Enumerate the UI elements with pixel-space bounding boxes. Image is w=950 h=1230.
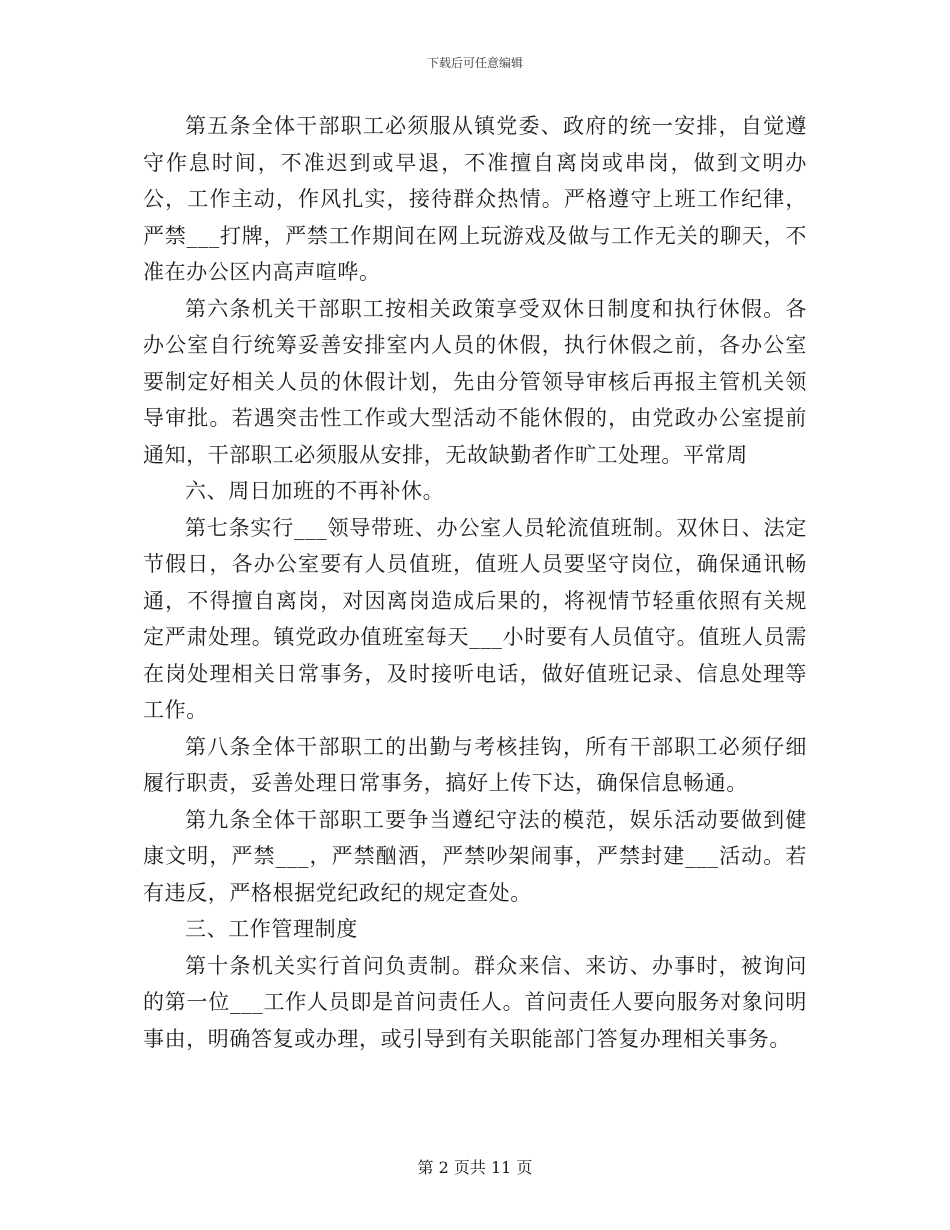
paragraph-article-9: 第九条全体干部职工要争当遵纪守法的模范，娱乐活动要做到健康文明，严禁___，严禁酗酒，严禁吵架闹事，严禁封建___活动。若有违反，严格根据党纪政纪的规定查处。 xyxy=(143,807,807,905)
section-heading-work-management: 三、工作管理制度 xyxy=(185,917,358,941)
header-note: 下载后可任意编辑 xyxy=(426,56,523,70)
paragraph-weekend-note: 六、周日加班的不再补休。 xyxy=(185,479,445,503)
page-number: 第 2 页共 11 页 xyxy=(417,1158,533,1177)
paragraph-article-8: 第八条全体干部职工的出勤与考核挂钩，所有干部职工必须仔细履行职责，妥善处理日常事务，搞好上传下达，确保信息畅通。 xyxy=(143,734,807,795)
paragraph-article-6: 第六条机关干部职工按相关政策享受双休日制度和执行休假。各办公室自行统筹妥善安排室内人员的休假，执行休假之前，各办公室要制定好相关人员的休假计划，先由分管领导审核后再报主管机关领导审批。若遇突击性工作或大型活动不能休假的，由党政办公室提前通知，干部职工必须服从安排，无故缺勤者作旷工处理。平常周 xyxy=(143,296,807,467)
paragraph-article-7: 第七条实行___领导带班、办公室人员轮流值班制。双休日、法定节假日，各办公室要有人员值班，值班人员要坚守岗位，确保通讯畅通，不得擅自离岗，对因离岗造成后果的，将视情节轻重依照有关规定严肃处理。镇党政办值班室每天___小时要有人员值守。值班人员需在岗处理相关日常事务，及时接听电话，做好值班记录、信息处理等工作。 xyxy=(143,515,807,722)
paragraph-article-10: 第十条机关实行首问负责制。群众来信、来访、办事时，被询问的第一位___工作人员即是首问责任人。首问责任人要向服务对象问明事由，明确答复或办理，或引导到有关职能部门答复办理相关事务。 xyxy=(143,953,807,1051)
document-body xyxy=(143,108,807,1057)
paragraph-article-5: 第五条全体干部职工必须服从镇党委、政府的统一安排，自觉遵守作息时间，不准迟到或早退，不准擅自离岗或串岗，做到文明办公，工作主动，作风扎实，接待群众热情。严格遵守上班工作纪律，严禁___打牌，严禁工作期间在网上玩游戏及做与工作无关的聊天，不准在办公区内高声喧哗。 xyxy=(143,114,807,284)
